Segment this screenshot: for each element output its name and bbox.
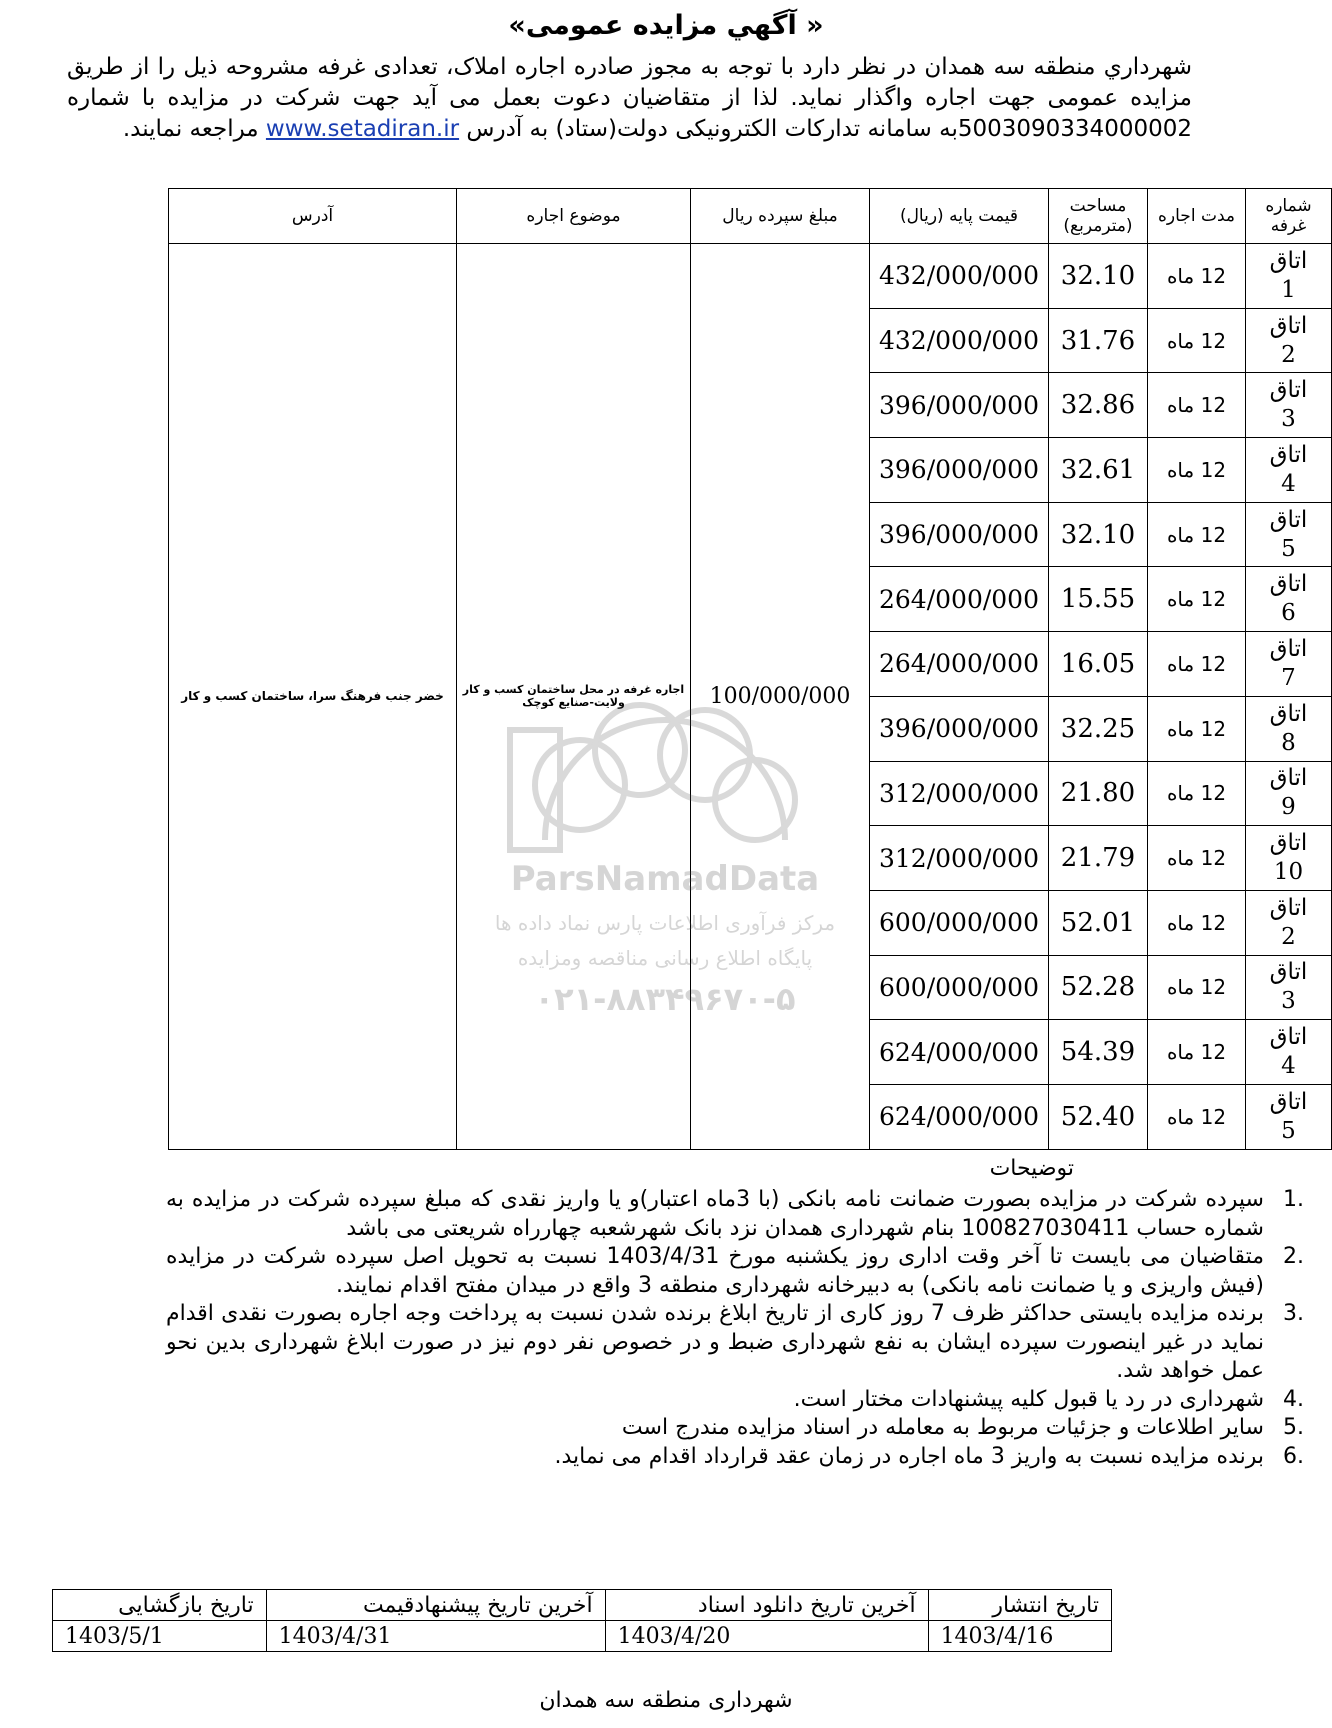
room-number: 8 bbox=[1281, 729, 1296, 756]
cell-room bbox=[1246, 761, 1332, 826]
room-number: 7 bbox=[1281, 664, 1296, 691]
cell-base-price: 264/000/000 bbox=[870, 632, 1049, 697]
table-header-row bbox=[169, 189, 1332, 244]
dates-table bbox=[52, 1589, 1112, 1652]
cell-base-price: 264/000/000 bbox=[870, 567, 1049, 632]
dates-header: تاريخ انتشار bbox=[928, 1590, 1111, 1621]
cell-room bbox=[1246, 955, 1332, 1020]
room-word: اتاق bbox=[1269, 959, 1308, 986]
room-number: 3 bbox=[1281, 988, 1296, 1015]
cell-duration: 12 ماه bbox=[1148, 438, 1246, 503]
room-number: 10 bbox=[1273, 859, 1304, 886]
note-number: 5. bbox=[1283, 1415, 1304, 1440]
header-base-price: قيمت پايه (ريال) bbox=[870, 189, 1049, 244]
cell-room bbox=[1246, 308, 1332, 373]
header-address: آدرس bbox=[169, 189, 457, 244]
cell-area: 32.25 bbox=[1049, 696, 1148, 761]
cell-room bbox=[1246, 502, 1332, 567]
cell-area: 54.39 bbox=[1049, 1020, 1148, 1085]
cell-area: 16.05 bbox=[1049, 632, 1148, 697]
cell-base-price: 396/000/000 bbox=[870, 502, 1049, 567]
cell-room bbox=[1246, 890, 1332, 955]
cell-base-price: 624/000/000 bbox=[870, 1084, 1049, 1149]
setadiran-link[interactable]: www.setadiran.ir bbox=[265, 116, 460, 142]
watermark-phone: ۰۲۱-۸۸۳۴۹۶۷۰-۵ bbox=[534, 980, 796, 1018]
room-word: اتاق bbox=[1269, 1088, 1308, 1115]
notes-list bbox=[96, 1186, 1332, 1471]
room-number: 4 bbox=[1281, 1053, 1296, 1080]
signature: شهرداری منطقه سه همدان bbox=[539, 1688, 793, 1713]
header-subject: موضوع اجاره bbox=[457, 189, 691, 244]
note-item bbox=[96, 1186, 1332, 1243]
note-item bbox=[96, 1243, 1332, 1300]
cell-room bbox=[1246, 826, 1332, 891]
booth-table bbox=[168, 188, 1332, 1150]
cell-area: 32.10 bbox=[1049, 244, 1148, 309]
note-item bbox=[96, 1386, 1332, 1415]
intro-text: شهرداري منطقه سه همدان در نظر دارد با توجه به مجوز صادره اجاره املاک، تعدادی غرفه مشروحه ذيل را از طريق مزايده عمومی جهت اجاره واگذار نمايد. لذا از متقاضيان دعوت بعمل می آيد جهت شرکت در مزايده با شماره 5003090334000002به سامانه تدارکات الکترونيکی دولت(ستاد) به آدرس bbox=[67, 54, 1192, 142]
cell-duration: 12 ماه bbox=[1148, 632, 1246, 697]
cell-room bbox=[1246, 567, 1332, 632]
cell-base-price: 396/000/000 bbox=[870, 696, 1049, 761]
note-number: 3. bbox=[1283, 1301, 1304, 1326]
cell-deposit: 100/000/000 bbox=[691, 244, 870, 1150]
cell-area: 21.79 bbox=[1049, 826, 1148, 891]
note-text: متقاضيان می بايست تا آخر وقت اداری روز يکشنبه مورخ 1403/4/31 نسبت به تحويل اصل سپرده شرکت در مزايده (فيش واريزی و يا ضمانت نامه بانکی) به دبيرخانه شهرداری منطقه 3 واقع در ميدان مفتح اقدام نمايند. bbox=[166, 1244, 1264, 1298]
note-text: برنده مزايده بايستی حداکثر ظرف 7 روز کاری از تاريخ ابلاغ برنده شدن نسبت به پرداخت وجه اجاره بصورت نقدی اقدام نمايد در غير اينصورت سپرده ايشان به نفع شهرداری ضبط و در خصوص نفر دوم نيز در صورت ابلاغ شهرداری بدين نحو عمل خواهد شد. bbox=[166, 1301, 1264, 1383]
room-word: اتاق bbox=[1269, 830, 1308, 857]
cell-base-price: 312/000/000 bbox=[870, 761, 1049, 826]
note-text: ساير اطلاعات و جزئيات مربوط به معامله در اسناد مزايده مندرج است bbox=[621, 1415, 1264, 1440]
room-number: 9 bbox=[1281, 794, 1296, 821]
dates-header-row bbox=[53, 1590, 1112, 1621]
watermark-line1: مرکز فرآوری اطلاعات پارس نماد داده ها bbox=[494, 911, 836, 935]
cell-room bbox=[1246, 438, 1332, 503]
note-number: 1. bbox=[1283, 1187, 1304, 1212]
cell-duration: 12 ماه bbox=[1148, 567, 1246, 632]
cell-room bbox=[1246, 1084, 1332, 1149]
room-number: 5 bbox=[1281, 1117, 1296, 1144]
notice-title: « آگهي مزايده عمومی» bbox=[508, 10, 824, 41]
note-number: 4. bbox=[1283, 1386, 1304, 1412]
cell-duration: 12 ماه bbox=[1148, 1020, 1246, 1085]
note-item bbox=[96, 1443, 1332, 1472]
cell-duration: 12 ماه bbox=[1148, 826, 1246, 891]
header-area: مساحت (مترمربع) bbox=[1049, 189, 1148, 244]
dates-value: 1403/5/1 bbox=[53, 1621, 267, 1652]
cell-base-price: 396/000/000 bbox=[870, 373, 1049, 438]
cell-duration: 12 ماه bbox=[1148, 502, 1246, 567]
dates-value-row bbox=[53, 1621, 1112, 1652]
room-word: اتاق bbox=[1269, 247, 1308, 274]
room-number: 3 bbox=[1281, 406, 1296, 433]
note-text: شهرداری در رد يا قبول کليه پيشنهادات مختار است. bbox=[793, 1386, 1264, 1412]
watermark-line2: پایگاه اطلاع رسانی مناقصه ومزایده bbox=[517, 946, 813, 970]
room-number: 2 bbox=[1281, 341, 1296, 368]
cell-base-price: 396/000/000 bbox=[870, 438, 1049, 503]
cell-address: خضر جنب فرهنگ سرا، ساختمان کسب و کار bbox=[169, 244, 457, 1150]
cell-duration: 12 ماه bbox=[1148, 890, 1246, 955]
room-word: اتاق bbox=[1269, 1024, 1308, 1051]
note-number: 2. bbox=[1283, 1244, 1304, 1269]
cell-duration: 12 ماه bbox=[1148, 696, 1246, 761]
header-duration: مدت اجاره bbox=[1148, 189, 1246, 244]
cell-base-price: 312/000/000 bbox=[870, 826, 1049, 891]
header-room: شماره غرفه bbox=[1246, 189, 1332, 244]
room-number: 6 bbox=[1281, 600, 1296, 627]
cell-base-price: 600/000/000 bbox=[870, 955, 1049, 1020]
room-word: اتاق bbox=[1269, 441, 1308, 468]
cell-base-price: 600/000/000 bbox=[870, 890, 1049, 955]
cell-area: 32.10 bbox=[1049, 502, 1148, 567]
header-deposit: مبلغ سپرده ريال bbox=[691, 189, 870, 244]
cell-base-price: 432/000/000 bbox=[870, 308, 1049, 373]
cell-duration: 12 ماه bbox=[1148, 1084, 1246, 1149]
room-number: 1 bbox=[1281, 276, 1296, 303]
cell-subject: اجاره غرفه در محل ساختمان کسب و کار ولايت-صنايع کوچک bbox=[457, 244, 691, 1150]
cell-duration: 12 ماه bbox=[1148, 308, 1246, 373]
cell-base-price: 624/000/000 bbox=[870, 1020, 1049, 1085]
cell-duration: 12 ماه bbox=[1148, 244, 1246, 309]
room-number: 5 bbox=[1281, 535, 1296, 562]
cell-area: 21.80 bbox=[1049, 761, 1148, 826]
note-item bbox=[96, 1414, 1332, 1443]
cell-room bbox=[1246, 373, 1332, 438]
room-word: اتاق bbox=[1269, 312, 1308, 339]
note-text: سپرده شرکت در مزايده بصورت ضمانت نامه بانکی (با 3ماه اعتبار)و يا واريز نقدی که مبلغ سپرده شرکت در مزايده به شماره حساب 100827030411 بنام شهرداری همدان نزد بانک شهرشعبه چهارراه شريعتی می باشد bbox=[166, 1187, 1264, 1241]
cell-area: 52.28 bbox=[1049, 955, 1148, 1020]
room-word: اتاق bbox=[1269, 506, 1308, 533]
cell-area: 15.55 bbox=[1049, 567, 1148, 632]
room-word: اتاق bbox=[1269, 700, 1308, 727]
watermark-brand: ParsNamadData bbox=[510, 859, 820, 899]
room-word: اتاق bbox=[1269, 571, 1308, 598]
note-item bbox=[96, 1300, 1332, 1386]
intro-text-end: مراجعه نمايند. bbox=[122, 116, 259, 142]
cell-room bbox=[1246, 696, 1332, 761]
cell-room bbox=[1246, 632, 1332, 697]
cell-area: 32.86 bbox=[1049, 373, 1148, 438]
dates-value: 1403/4/31 bbox=[266, 1621, 605, 1652]
cell-duration: 12 ماه bbox=[1148, 373, 1246, 438]
cell-room bbox=[1246, 244, 1332, 309]
dates-header: آخرين تاريخ پيشنهادقيمت bbox=[266, 1590, 605, 1621]
room-word: اتاق bbox=[1269, 894, 1308, 921]
intro-paragraph bbox=[67, 52, 1192, 145]
cell-duration: 12 ماه bbox=[1148, 761, 1246, 826]
room-word: اتاق bbox=[1269, 765, 1308, 792]
room-number: 2 bbox=[1281, 923, 1296, 950]
dates-value: 1403/4/16 bbox=[928, 1621, 1111, 1652]
cell-area: 32.61 bbox=[1049, 438, 1148, 503]
room-number: 4 bbox=[1281, 470, 1296, 497]
cell-area: 31.76 bbox=[1049, 308, 1148, 373]
notes-heading: توضيحات bbox=[989, 1156, 1074, 1181]
dates-header: تاريخ بازگشايی bbox=[53, 1590, 267, 1621]
cell-area: 52.40 bbox=[1049, 1084, 1148, 1149]
cell-base-price: 432/000/000 bbox=[870, 244, 1049, 309]
room-word: اتاق bbox=[1269, 635, 1308, 662]
room-word: اتاق bbox=[1269, 377, 1308, 404]
table-row bbox=[169, 244, 1332, 309]
note-number: 6. bbox=[1283, 1443, 1304, 1469]
cell-duration: 12 ماه bbox=[1148, 955, 1246, 1020]
dates-value: 1403/4/20 bbox=[605, 1621, 928, 1652]
cell-area: 52.01 bbox=[1049, 890, 1148, 955]
note-text: برنده مزايده نسبت به واريز 3 ماه اجاره در زمان عقد قرارداد اقدام می نمايد. bbox=[554, 1443, 1264, 1469]
cell-room bbox=[1246, 1020, 1332, 1085]
dates-header: آخرين تاريخ دانلود اسناد bbox=[605, 1590, 928, 1621]
